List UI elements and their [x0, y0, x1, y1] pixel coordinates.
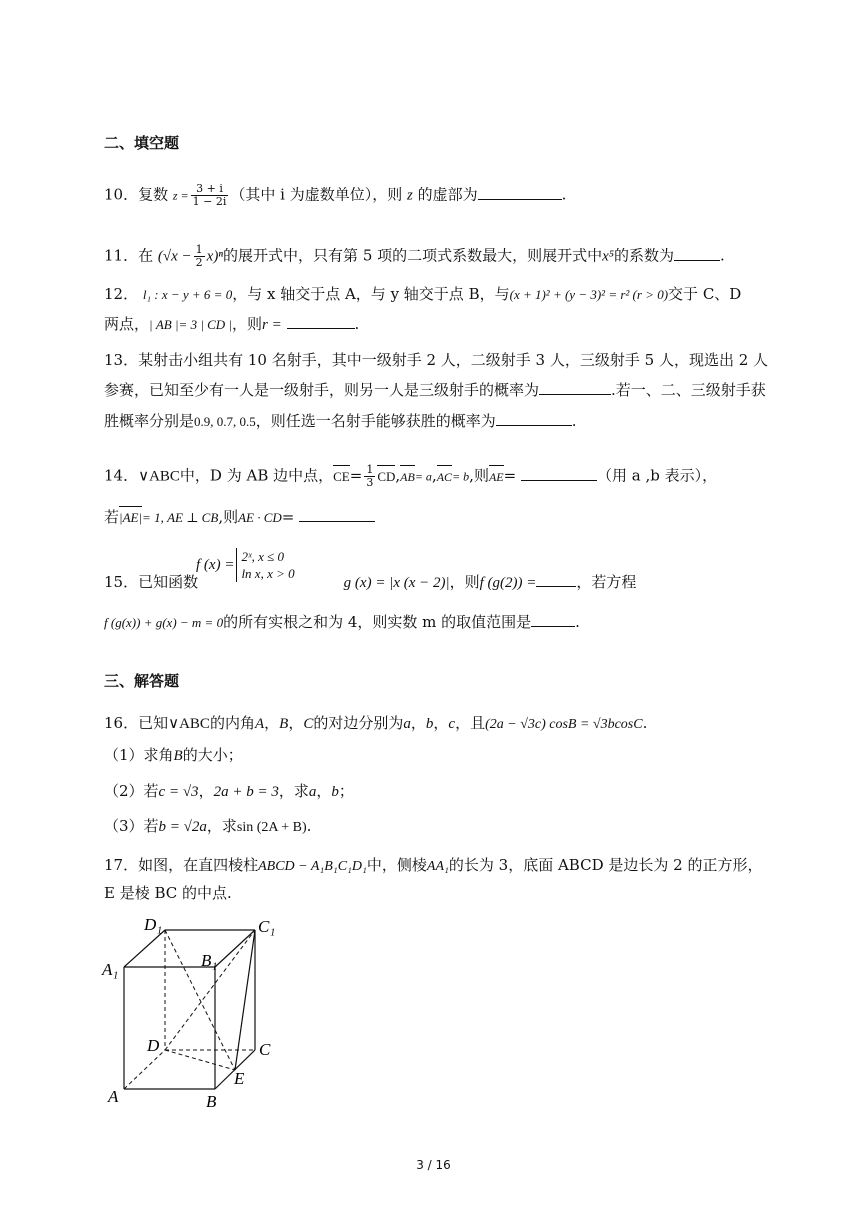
q10-frac-den: 1 − 2i: [192, 195, 227, 208]
q16-p2-pre: （2）若: [104, 782, 159, 800]
q15-case-1: 2ˣ, x ≤ 0: [241, 549, 285, 564]
q13-line3-pre: 胜概率分别是: [104, 412, 195, 430]
q16-t2: 的对边分别为: [313, 714, 404, 732]
q16-end: .: [642, 714, 648, 732]
q14-sep1: ,: [395, 466, 401, 485]
q16-c1: ，: [264, 714, 280, 732]
q14-vector-ac: AC: [437, 467, 452, 487]
q13-line2-pre: 参赛，已知至少有一人是一级射手，则另一人是三级射手的概率为: [104, 381, 540, 399]
q16-p3-end: .: [306, 817, 312, 835]
q11-x5: x⁵: [602, 248, 615, 265]
q17-pre: 如图，在直四棱柱: [138, 856, 259, 874]
question-13-line-1: 13．某射击小组共有 10 名射手，其中一级射手 2 人，二级射手 3 人，三级射手 5 人，现选出 2 人: [104, 351, 769, 369]
q16-p2-mid: ，求: [278, 782, 309, 800]
q15-post: ，若方程: [576, 573, 637, 591]
q14-vector-cd: CD: [377, 467, 395, 487]
label-b: B: [206, 1092, 217, 1111]
q14-number: 14．: [104, 466, 139, 485]
question-16-part-2: [104, 781, 354, 802]
label-d1: D₁: [144, 915, 163, 934]
q16-b: b: [425, 716, 434, 732]
q17-prism: ABCD − A₁B₁C₁D₁: [258, 859, 367, 874]
q16-c2: ，: [288, 714, 304, 732]
page-number: 3 / 16: [416, 1158, 451, 1172]
q14-abs-ae: |AE|: [119, 508, 142, 528]
q10-post: 的虚部为: [417, 185, 478, 204]
q14-dot: AE · CD: [238, 510, 282, 525]
q16-p2-sep2: ，: [316, 782, 332, 800]
q11-frac-num: 1: [195, 243, 203, 256]
q15-answer-blank-2[interactable]: [531, 612, 575, 627]
q16-t3: ，且: [455, 714, 486, 732]
question-17-line-2: E 是棱 BC 的中点.: [104, 884, 232, 902]
q12-line2-mid: ，则: [232, 315, 263, 333]
q17-t1: 中，侧棱: [366, 856, 427, 874]
q11-frac-den: 2: [195, 256, 203, 269]
q12-number: 12．: [104, 285, 139, 303]
question-16-part-1: [104, 745, 243, 766]
q14-then2: ,则: [218, 508, 239, 526]
q16-number: 16．: [104, 714, 139, 732]
question-13-line-3: [104, 411, 577, 432]
edge-d-e: [165, 1050, 235, 1070]
q14-vector-ae: AE: [489, 467, 504, 487]
q16-p3-sin: sin (2A + B): [236, 820, 307, 835]
q12-text2: 交于 C、D: [668, 285, 742, 303]
question-13-line-2: [104, 380, 766, 400]
q14-dot-eq: =: [281, 508, 295, 526]
q12-circle: (x + 1)² + (y − 3)² = r² (r > 0): [509, 287, 669, 302]
q16-p2-b: b: [331, 784, 339, 800]
q16-p3-eq: b = √2a: [158, 819, 207, 835]
q15-f-label: f (x) =: [196, 557, 235, 573]
q16-p3-pre: （3）若: [104, 817, 159, 835]
question-14-line-2: [104, 507, 375, 528]
q10-pre: 复数: [138, 185, 169, 204]
q14-frac-den: 3: [366, 476, 374, 489]
edge-a-d: [124, 1050, 165, 1089]
q12-answer-blank[interactable]: [287, 314, 355, 329]
q15-case-2: ln x, x > 0: [241, 566, 295, 581]
q10-fraction: [191, 183, 229, 208]
label-d: D: [147, 1036, 160, 1055]
q11-answer-blank[interactable]: [674, 246, 720, 261]
q12-end: .: [354, 315, 360, 333]
q15-answer-blank-1[interactable]: [536, 572, 576, 587]
q17-aa1: AA₁: [426, 859, 449, 874]
q11-end: .: [720, 246, 725, 265]
prism-figure: [100, 910, 300, 1115]
question-10: [104, 183, 566, 208]
edge-d-c1: [165, 930, 255, 1050]
q14-ae-eq: =: [503, 466, 517, 485]
question-16-line-1: [104, 713, 647, 735]
question-14-line-1: [104, 464, 717, 489]
q14-triangle: ∨ABC: [138, 468, 180, 485]
q16-C: C: [303, 716, 314, 732]
q16-p1-B: B: [173, 748, 183, 764]
q14-ab-eq: = a: [414, 469, 432, 484]
label-e: E: [234, 1069, 245, 1088]
q15-fg2: f (g(2)) =: [479, 575, 537, 591]
q16-A: A: [254, 716, 265, 732]
q12-line-l1: l₁ : x − y + 6 = 0: [142, 287, 233, 302]
q12-text1: ，与 x 轴交于点 A，与 y 轴交于点 B，与: [232, 285, 510, 303]
q15-l3-post: 的所有实根之和为 4，则实数 m 的取值范围是: [223, 613, 532, 631]
q14-note: （用 a ,b 表示），: [596, 466, 718, 485]
edge-c1-b1: [215, 930, 255, 967]
q14-vector-ce: CE: [333, 467, 350, 487]
question-17-line-1: [104, 855, 762, 877]
q10-z-eq: z =: [172, 188, 189, 203]
q16-c4: ，: [433, 714, 449, 732]
q16-B: B: [279, 716, 289, 732]
q12-condition: | AB |= 3 | CD |: [149, 317, 233, 332]
q16-c: c: [448, 716, 456, 732]
question-12-line-2: [104, 314, 359, 335]
q13-line3-post: ，则任选一名射手能够获胜的概率为: [255, 412, 496, 430]
q13-probs: 0.9, 0.7, 0.5: [194, 414, 256, 429]
q15-g-def: g (x) = |x (x − 2)|: [343, 575, 450, 591]
label-b1: B₁: [201, 951, 218, 970]
q14-sep2: ,: [431, 466, 437, 485]
question-12-line-1: [104, 284, 741, 305]
q14-then: ,则: [469, 466, 489, 485]
q15-equation: f (g(x)) + g(x) − m = 0: [104, 615, 224, 630]
q16-p2-a: a: [308, 784, 317, 800]
q11-post: 的系数为: [614, 246, 675, 265]
q15-end: .: [575, 613, 580, 631]
q11-fraction: [194, 244, 205, 269]
q12-r-eq: r =: [262, 317, 282, 333]
question-11: [104, 244, 725, 269]
q10-answer-blank[interactable]: [478, 185, 562, 200]
question-16-part-3: [104, 816, 311, 838]
label-a1: A₁: [102, 960, 119, 979]
edge-d1-e: [165, 930, 235, 1070]
q10-end: .: [561, 185, 567, 204]
q14-answer-blank-1[interactable]: [521, 466, 597, 481]
q16-p2-sep: ，: [198, 782, 214, 800]
q14-ac-eq: = b: [452, 469, 470, 484]
q14-abs-eq: = 1: [142, 510, 161, 525]
q14-l2-pre: 若: [104, 508, 120, 526]
q11-expr-a: (√x −: [157, 248, 192, 265]
q13-answer-blank-2[interactable]: [496, 411, 572, 426]
q10-number: 10．: [104, 185, 139, 204]
edge-c1-e: [235, 930, 255, 1070]
question-15-line-1: [104, 572, 636, 593]
q16-t1: 的内角: [209, 714, 255, 732]
q10-z: z: [407, 187, 413, 204]
q16-a: a: [403, 716, 411, 732]
q16-p2-end: ；: [338, 782, 354, 800]
q16-p3-mid: ，求: [206, 817, 237, 835]
q16-p2-c: c = √3: [158, 784, 199, 800]
q10-mid: （其中 i 为虚数单位），则: [230, 185, 403, 204]
q14-t1: 中，D 为 AB 边中点，: [179, 466, 334, 485]
q16-p2-eq: 2a + b = 3: [213, 784, 279, 800]
q14-fraction: [364, 464, 375, 489]
q11-number: 11．: [104, 246, 139, 265]
q17-t2: 的长为 3，底面 ABCD 是边长为 2 的正方形，: [448, 856, 763, 874]
q11-expr-b: x)ⁿ: [206, 248, 224, 265]
section-heading-fill-blank: 二、填空题: [104, 134, 180, 152]
q14-perp: , AE ⊥ CB: [160, 510, 219, 525]
q14-answer-blank-2[interactable]: [299, 507, 375, 522]
section-heading-solution: 三、解答题: [104, 672, 180, 690]
q16-p1-pre: （1）求角: [104, 746, 174, 764]
q15-then: ，则: [449, 573, 480, 591]
q15-number: 15．: [104, 573, 139, 591]
q11-pre: 在: [138, 246, 154, 265]
q16-condition: (2a − √3c) cosB = √3bcosC: [485, 717, 643, 732]
q13-end: .: [571, 412, 577, 430]
label-c: C: [259, 1040, 271, 1059]
q11-mid: 的展开式中，只有第 5 项的二项式系数最大，则展开式中: [223, 246, 603, 265]
q14-vector-ab: AB: [400, 467, 415, 487]
question-15-line-2: [104, 612, 580, 633]
edge-a1-d1: [124, 930, 165, 967]
label-a: A: [108, 1087, 119, 1106]
q16-triangle: ∨ABC: [168, 716, 210, 732]
q13-line2-post: .若一、二、三级射手获: [611, 381, 766, 399]
q14-eq: =: [349, 466, 363, 485]
q13-answer-blank-1[interactable]: [539, 380, 611, 395]
q16-pre: 已知: [138, 714, 169, 732]
q15-pre: 已知函数: [138, 573, 199, 591]
q16-c3: ，: [410, 714, 426, 732]
q16-p1-post: 的大小；: [182, 746, 243, 764]
label-c1: C₁: [258, 917, 276, 936]
q17-number: 17．: [104, 856, 139, 874]
q14-frac-num: 1: [366, 463, 374, 476]
q12-line2-pre: 两点，: [104, 315, 150, 333]
q10-frac-num: 3 + i: [191, 183, 229, 196]
